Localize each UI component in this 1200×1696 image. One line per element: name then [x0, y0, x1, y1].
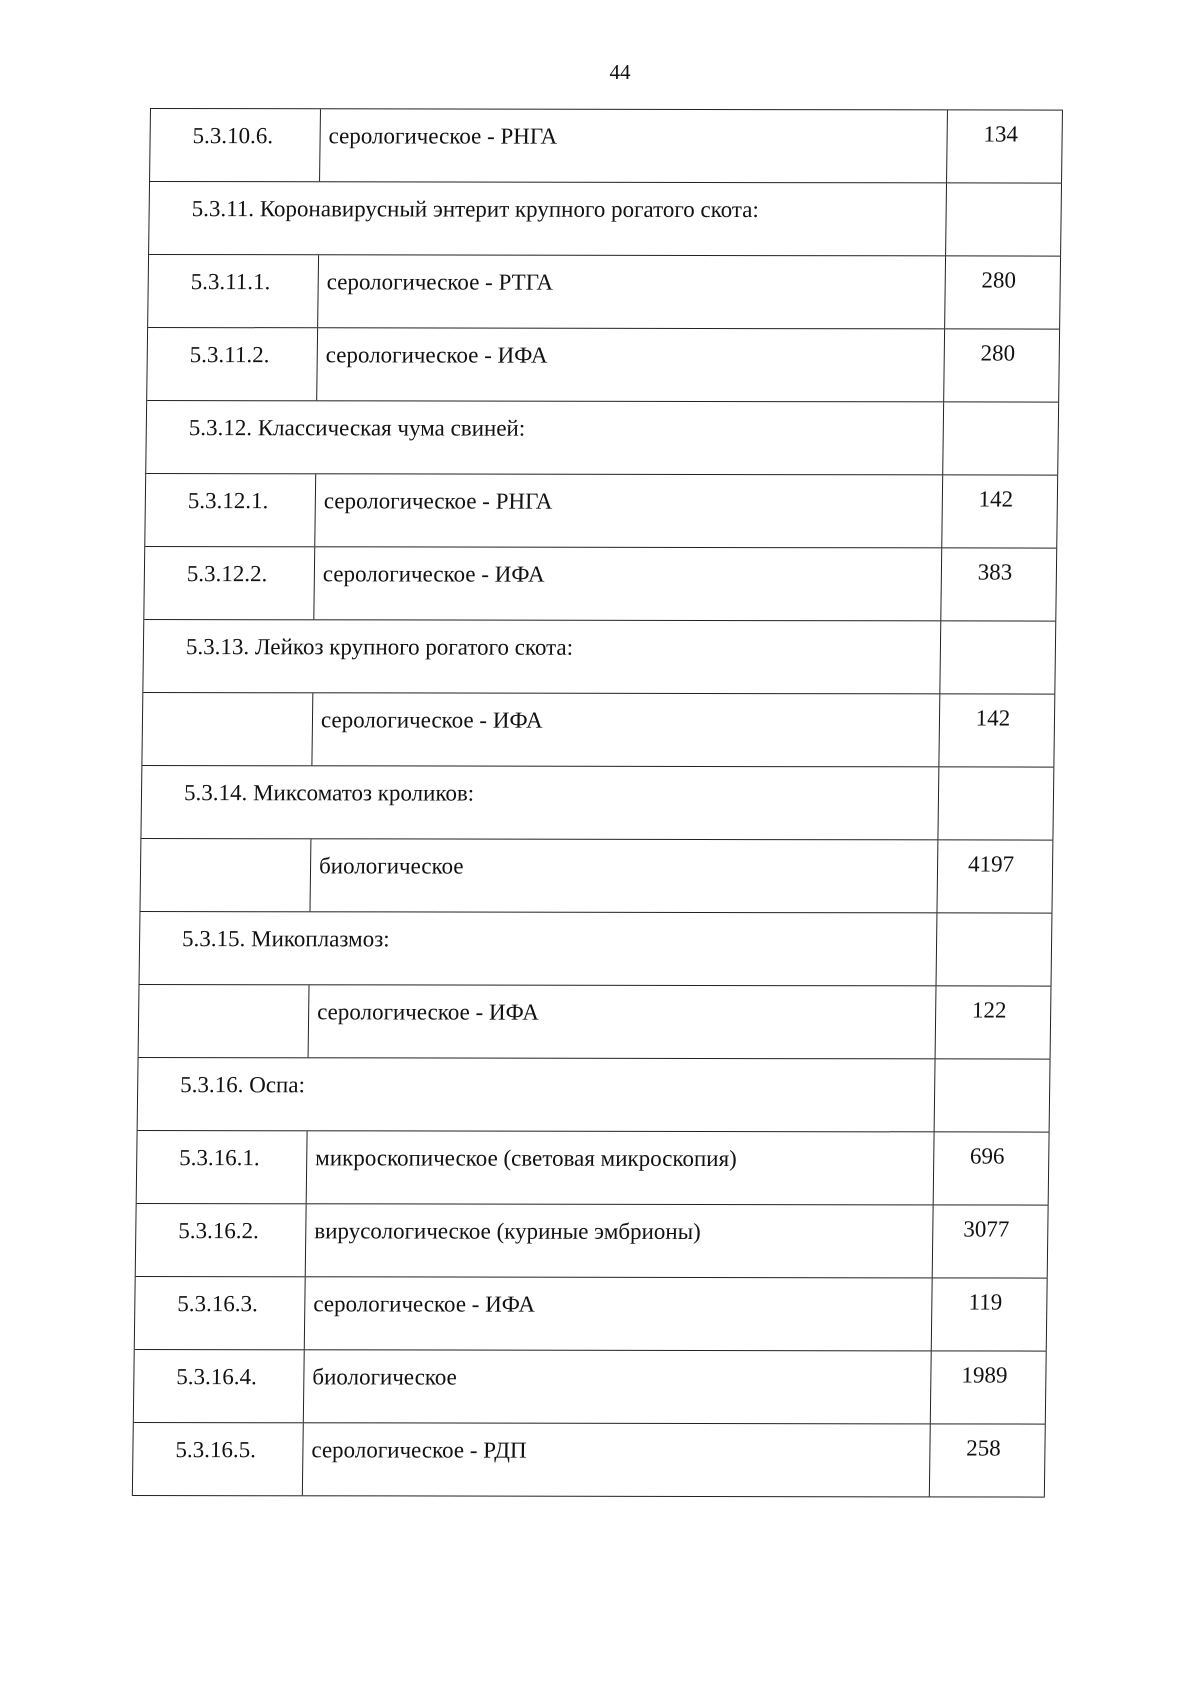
- table-row: [137, 1131, 1050, 1206]
- item-name: вирусологическое (куриные эмбрионы): [306, 1204, 934, 1277]
- item-price: 280: [944, 329, 1060, 401]
- item-name: серологическое - ИФА: [305, 1277, 933, 1350]
- item-code: 5.3.11.2.: [147, 328, 318, 400]
- item-code: [140, 839, 311, 911]
- section-price-cell: [937, 913, 1053, 985]
- item-price: 383: [941, 548, 1057, 620]
- section-price-cell: [940, 621, 1056, 693]
- item-code: [142, 693, 313, 765]
- item-code: 5.3.10.6.: [150, 109, 321, 181]
- section-row: [141, 766, 1054, 841]
- item-name: микроскопическое (световая микроскопия): [307, 1131, 935, 1204]
- section-row: [140, 912, 1053, 987]
- section-title: 5.3.15. Микоплазмоз:: [140, 912, 938, 985]
- item-name: серологическое - РДП: [303, 1423, 931, 1496]
- table-row: [139, 985, 1052, 1060]
- section-title: 5.3.12. Классическая чума свиней:: [146, 401, 944, 474]
- item-price: 122: [936, 986, 1052, 1058]
- table-row: [150, 109, 1063, 184]
- item-price: 4197: [937, 840, 1053, 912]
- item-name: серологическое - ИФА: [312, 693, 940, 766]
- table-row: [145, 474, 1058, 549]
- item-name: биологическое: [304, 1350, 932, 1423]
- page-number: 44: [609, 60, 631, 84]
- section-price-cell: [938, 767, 1054, 839]
- section-title: 5.3.14. Миксоматоз кроликов:: [141, 766, 939, 839]
- item-price: 142: [942, 475, 1058, 547]
- section-title: 5.3.11. Коронавирусный энтерит крупного рогатого скота:: [149, 182, 947, 255]
- section-row: [149, 182, 1062, 257]
- item-code: 5.3.12.2.: [144, 547, 315, 619]
- item-price: 3077: [933, 1205, 1049, 1277]
- item-code: 5.3.16.1.: [137, 1131, 308, 1203]
- item-price: 1989: [931, 1351, 1047, 1423]
- table-row: [134, 1350, 1047, 1425]
- item-code: 5.3.16.5.: [133, 1423, 304, 1495]
- table-row: [135, 1277, 1048, 1352]
- table-row: [133, 1423, 1046, 1498]
- item-name: биологическое: [310, 839, 938, 912]
- section-row: [146, 401, 1059, 476]
- item-price: 258: [930, 1424, 1046, 1496]
- section-row: [138, 1058, 1051, 1133]
- table-row: [140, 839, 1053, 914]
- table-row: [136, 1204, 1049, 1279]
- item-name: серологическое - ИФА: [317, 328, 945, 401]
- item-name: серологическое - ИФА: [314, 547, 942, 620]
- item-price: 142: [939, 694, 1055, 766]
- table-row: [144, 547, 1057, 622]
- section-price-cell: [943, 402, 1059, 474]
- item-price: 134: [947, 110, 1063, 182]
- section-price-cell: [935, 1059, 1051, 1131]
- item-code: 5.3.16.4.: [134, 1350, 305, 1422]
- item-code: 5.3.16.3.: [135, 1277, 306, 1349]
- item-code: [139, 985, 310, 1057]
- table-row: [147, 328, 1060, 403]
- section-title: 5.3.13. Лейкоз крупного рогатого скота:: [143, 620, 941, 693]
- table-row: [142, 693, 1055, 768]
- item-name: серологическое - РТГА: [318, 255, 946, 328]
- item-price: 696: [934, 1132, 1050, 1204]
- item-code: 5.3.12.1.: [145, 474, 316, 546]
- item-price: 280: [945, 256, 1061, 328]
- section-price-cell: [946, 183, 1062, 255]
- price-table: [132, 108, 1063, 1498]
- item-name: серологическое - РНГА: [320, 109, 948, 182]
- item-price: 119: [932, 1278, 1048, 1350]
- table-row: [148, 255, 1061, 330]
- item-code: 5.3.11.1.: [148, 255, 319, 327]
- item-code: 5.3.16.2.: [136, 1204, 307, 1276]
- section-row: [143, 620, 1056, 695]
- item-name: серологическое - РНГА: [315, 474, 943, 547]
- section-title: 5.3.16. Оспа:: [138, 1058, 936, 1131]
- item-name: серологическое - ИФА: [309, 985, 937, 1058]
